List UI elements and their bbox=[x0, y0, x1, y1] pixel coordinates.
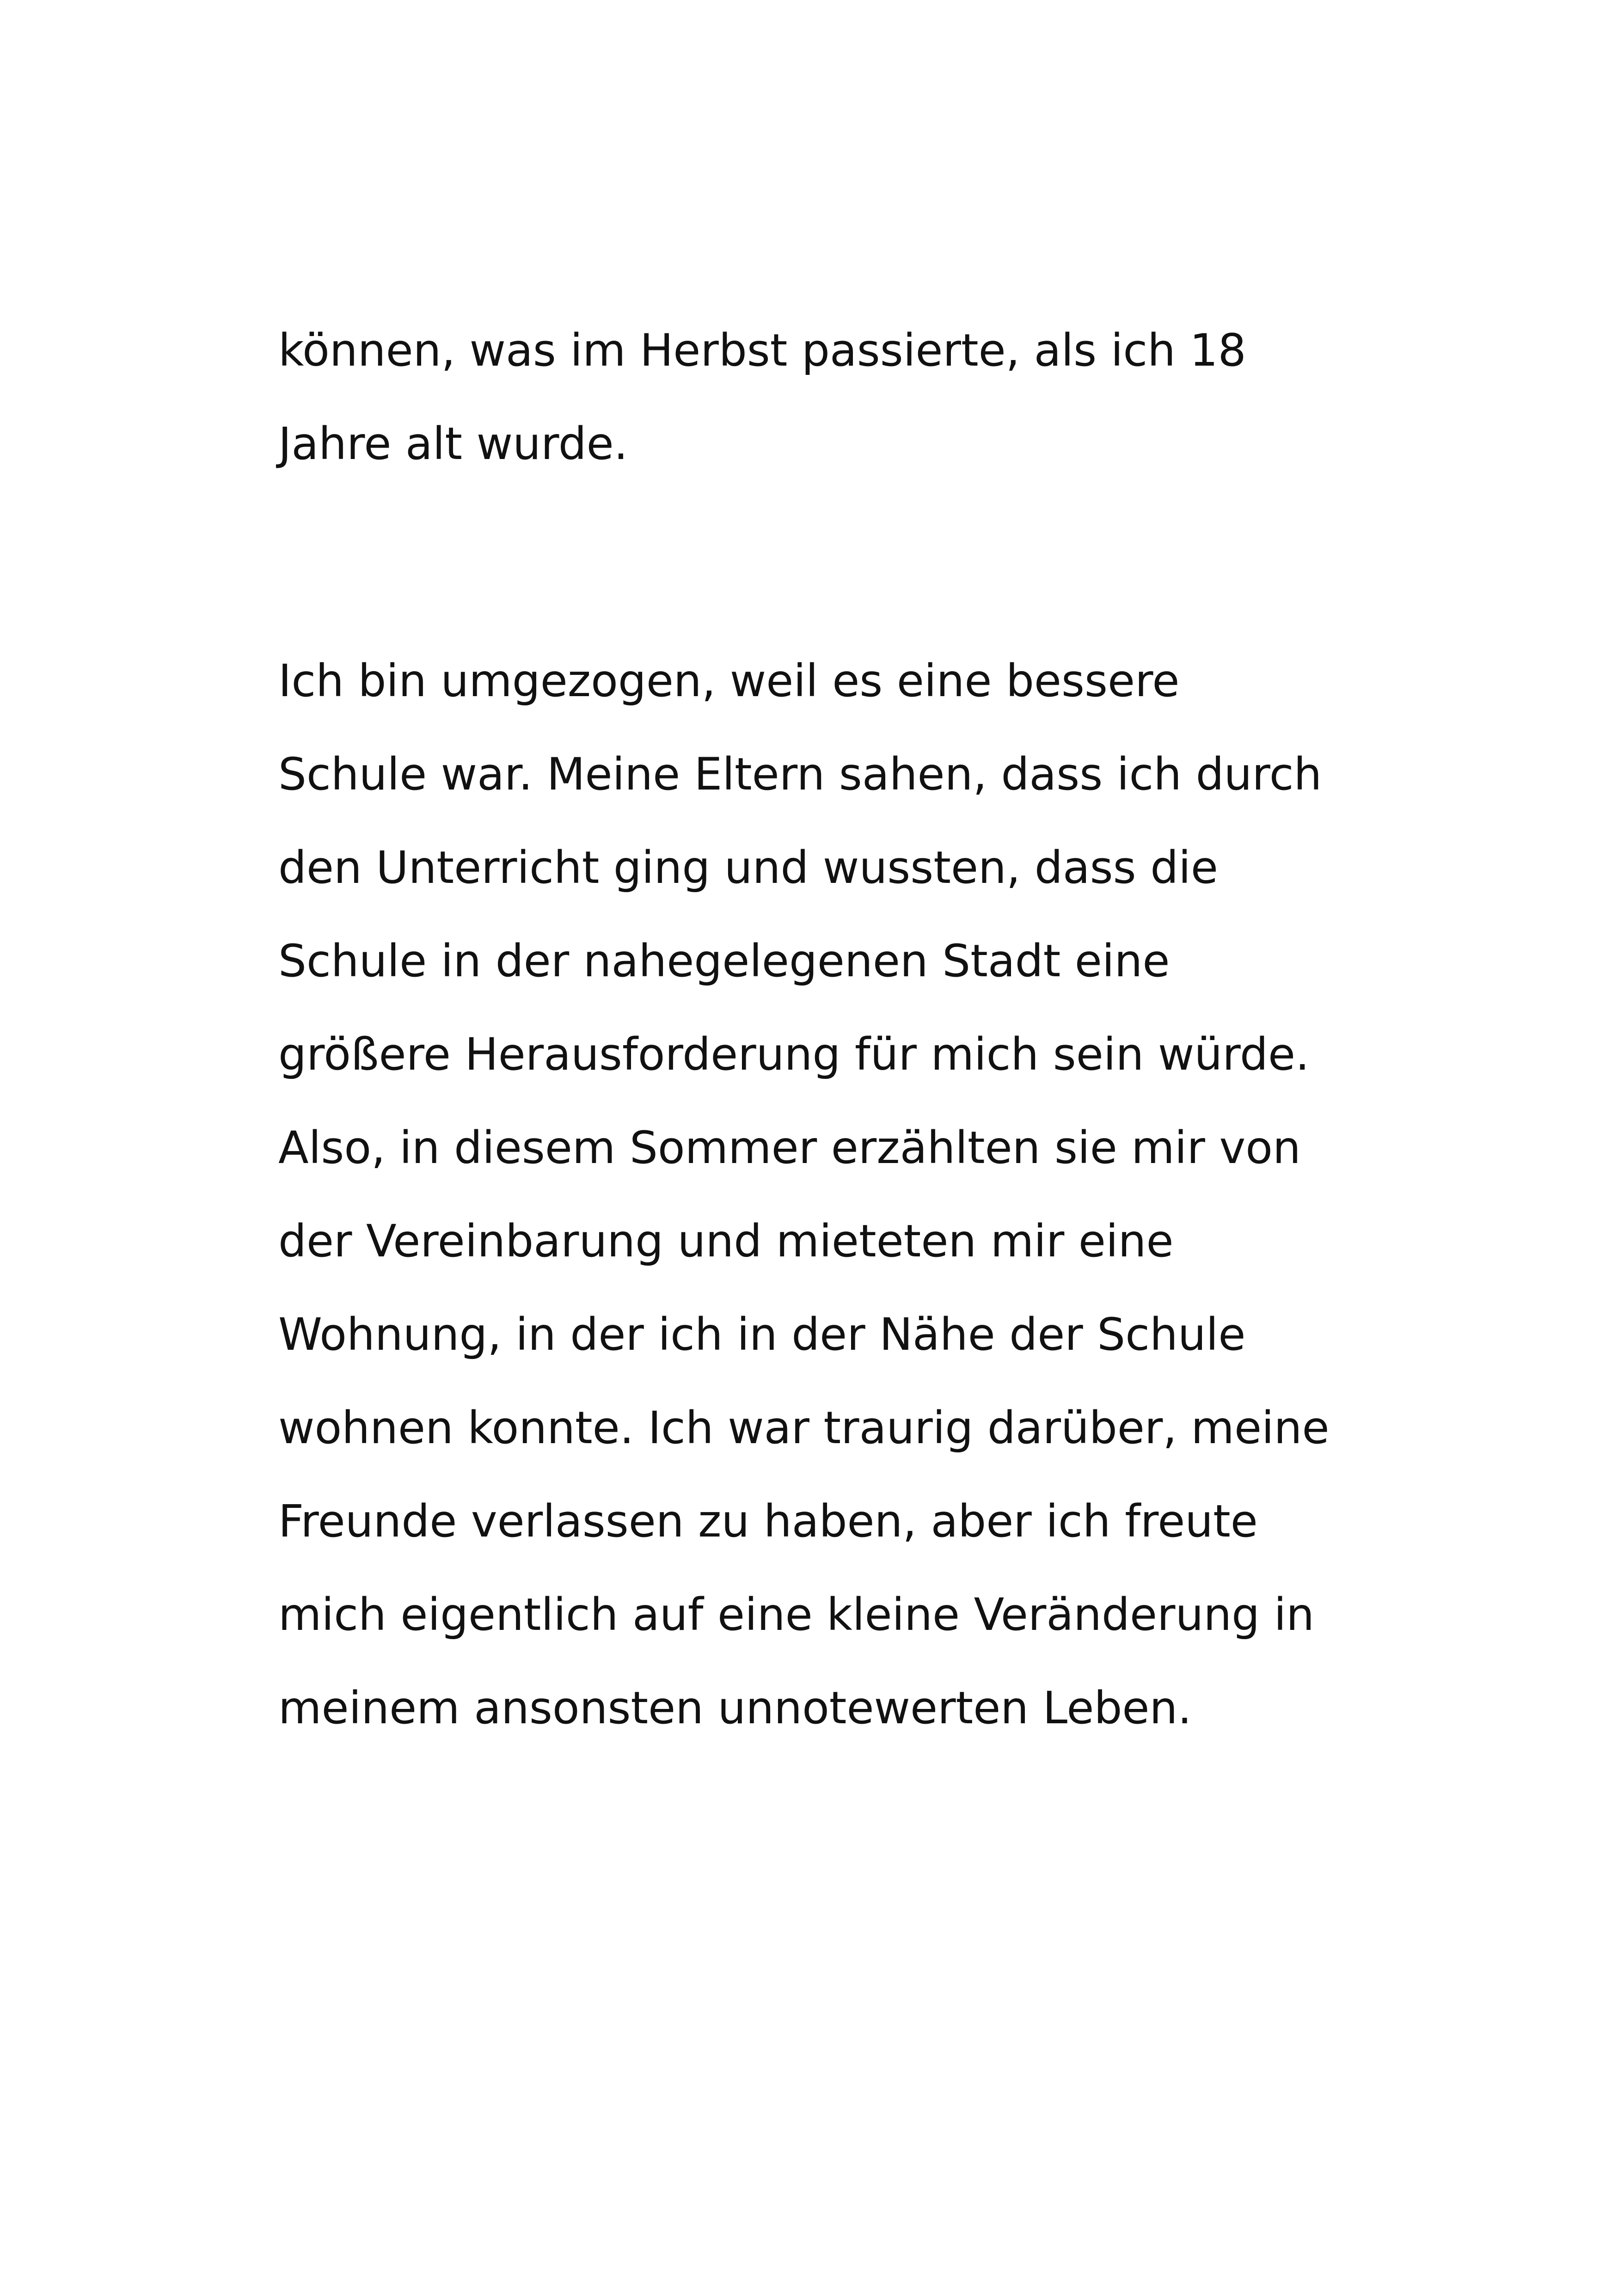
text-line: Schule in der nahegelegenen Stadt eine bbox=[278, 935, 1170, 987]
text-line: größere Herausforderung für mich sein würde. bbox=[278, 1029, 1310, 1080]
paragraph-2 bbox=[278, 634, 1434, 1755]
text-line: wohnen konnte. Ich war traurig darüber, meine bbox=[278, 1402, 1330, 1454]
text-line: Also, in diesem Sommer erzählten sie mir von bbox=[278, 1122, 1301, 1174]
text-line: meinem ansonsten unnotewerten Leben. bbox=[278, 1682, 1192, 1734]
text-line: Jahre alt wurde. bbox=[278, 418, 628, 470]
paragraph-1 bbox=[278, 304, 1434, 490]
text-line: Wohnung, in der ich in der Nähe der Schule bbox=[278, 1309, 1246, 1360]
text-line: Ich bin umgezogen, weil es eine bessere bbox=[278, 655, 1180, 707]
text-line: können, was im Herbst passierte, als ich 18 bbox=[278, 325, 1246, 376]
text-line: Freunde verlassen zu haben, aber ich freute bbox=[278, 1495, 1258, 1547]
text-line: Schule war. Meine Eltern sahen, dass ich durch bbox=[278, 748, 1322, 800]
text-line: den Unterricht ging und wussten, dass die bbox=[278, 842, 1218, 894]
text-line: mich eigentlich auf eine kleine Veränderung in bbox=[278, 1589, 1315, 1641]
text-line: der Vereinbarung und mieteten mir eine bbox=[278, 1215, 1174, 1267]
